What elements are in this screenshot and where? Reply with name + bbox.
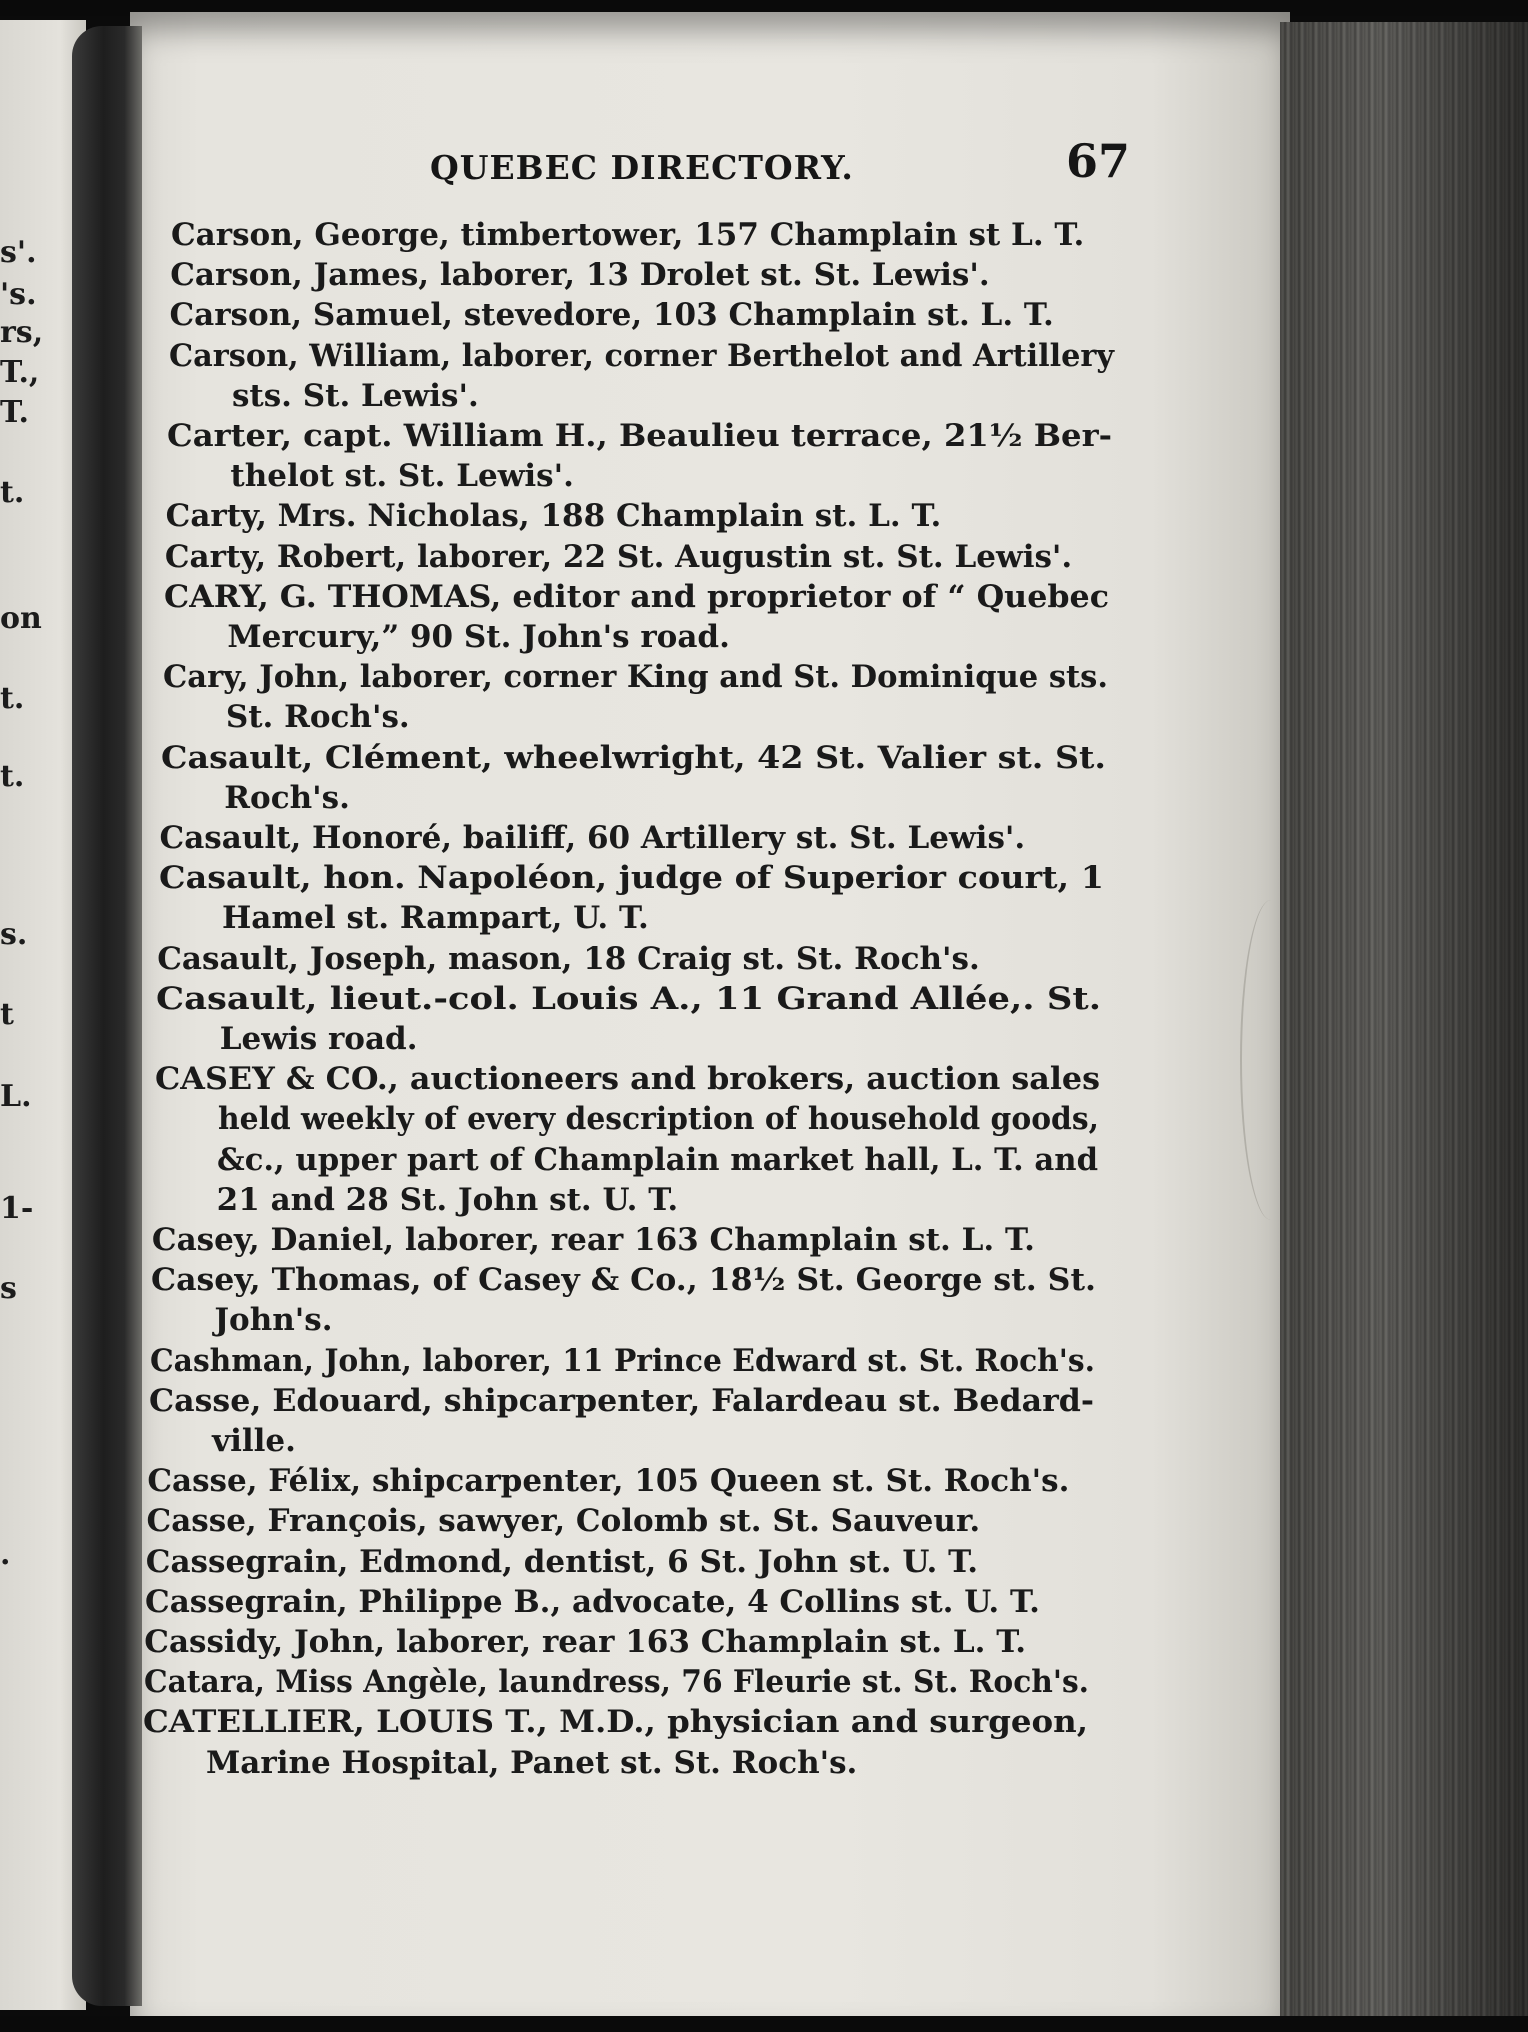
directory-entry-line: CASEY & CO., auctioneers and brokers, auction sales — [154, 1061, 1100, 1098]
directory-entry-line: Cary, John, laborer, corner King and St. Dominique sts. — [162, 659, 1108, 696]
left-page-text-fragment: s'. — [0, 235, 37, 270]
directory-entry-continuation: 21 and 28 St. John st. U. T. — [216, 1181, 679, 1218]
left-page-text-fragment: rs, — [0, 315, 44, 350]
directory-entry-line: Casey, Thomas, of Casey & Co., 18½ St. George st. St. — [151, 1262, 1097, 1299]
directory-entry-continuation: held weekly of every description of household goods, — [218, 1101, 1100, 1138]
left-page-text-fragment: t — [0, 997, 14, 1032]
directory-entry-continuation: Mercury,” 90 St. John's road. — [227, 619, 730, 655]
directory-entry-line: Casault, hon. Napoléon, judge of Superior court, 1 — [158, 860, 1104, 897]
directory-entry-line: Carter, capt. William H., Beaulieu terrace, 21½ Ber- — [167, 418, 1113, 454]
left-page-text-fragment: t. — [0, 475, 25, 510]
directory-entry-line: CARY, G. THOMAS, editor and proprietor of “ Quebec — [164, 578, 1110, 615]
running-title: QUEBEC DIRECTORY. — [430, 148, 854, 187]
left-page-text-fragment: t. — [0, 759, 25, 794]
directory-entry-continuation: Hamel st. Rampart, U. T. — [222, 900, 649, 937]
left-page-text-fragment: 1- — [0, 1191, 34, 1226]
directory-entry-continuation: ville. — [212, 1423, 296, 1459]
directory-entry-line: Casault, Honoré, bailiff, 60 Artillery st. St. Lewis'. — [159, 820, 1026, 856]
left-page-text-fragment: t. — [0, 681, 25, 716]
directory-entry-line: Catara, Miss Angèle, laundress, 76 Fleurie st. St. Roch's. — [143, 1664, 1089, 1701]
directory-entry-line: Casse, Edouard, shipcarpenter, Falardeau st. Bedard- — [148, 1382, 1094, 1419]
left-page-text-fragment: s. — [0, 917, 28, 952]
directory-entry-line: Casey, Daniel, laborer, rear 163 Champlain st. L. T. — [151, 1222, 1035, 1258]
directory-entry-line: Cashman, John, laborer, 11 Prince Edward st. St. Roch's. — [149, 1342, 1095, 1379]
directory-entry-continuation: thelot st. St. Lewis'. — [230, 458, 574, 495]
page-number: 67 — [1066, 134, 1131, 188]
directory-entry-line: Casault, Joseph, mason, 18 Craig st. St. Roch's. — [157, 940, 980, 977]
directory-entry-line: Cassegrain, Edmond, dentist, 6 St. John st. U. T. — [145, 1543, 978, 1580]
left-page-text-fragment: on — [0, 601, 42, 636]
directory-entry-continuation: sts. St. Lewis'. — [231, 377, 479, 414]
directory-entry-line: Carty, Mrs. Nicholas, 188 Champlain st. L. T. — [165, 498, 942, 535]
directory-entry-continuation: St. Roch's. — [225, 699, 410, 736]
directory-entry-line: CATELLIER, LOUIS T., M.D., physician and surgeon, — [142, 1704, 1088, 1741]
directory-entry-continuation: John's. — [214, 1302, 333, 1339]
left-page-text-fragment: . — [0, 1537, 11, 1572]
left-page-text-fragment: T. — [0, 395, 29, 430]
left-page-text-fragment: 's. — [0, 277, 37, 312]
directory-entry-line: Casse, François, sawyer, Colomb st. St. Sauveur. — [146, 1503, 981, 1540]
directory-entry-line: Casse, Félix, shipcarpenter, 105 Queen st. St. Roch's. — [147, 1463, 1070, 1500]
directory-entry-line: Carson, Samuel, stevedore, 103 Champlain st. L. T. — [169, 297, 1054, 334]
directory-entry-continuation: &c., upper part of Champlain market hall, L. T. and — [217, 1141, 1099, 1178]
directory-entry-line: Casault, Clément, wheelwright, 42 St. Valier st. St. — [161, 739, 1107, 776]
directory-entry-line: Cassidy, John, laborer, rear 163 Champlain st. L. T. — [144, 1624, 1027, 1660]
left-page-text-fragment: T., — [0, 355, 40, 390]
directory-entry-continuation: Lewis road. — [219, 1021, 418, 1057]
directory-entry-continuation: Marine Hospital, Panet st. St. Roch's. — [205, 1744, 858, 1781]
directory-entry-line: Cassegrain, Philippe B., advocate, 4 Collins st. U. T. — [145, 1583, 1040, 1620]
directory-entry-line: Carty, Robert, laborer, 22 St. Augustin st. St. Lewis'. — [164, 538, 1073, 575]
directory-entry-line: Carson, William, laborer, corner Berthelot and Artillery — [168, 337, 1114, 374]
directory-entry-continuation: Roch's. — [224, 779, 350, 816]
directory-entry-line: Carson, James, laborer, 13 Drolet st. St. Lewis'. — [170, 257, 990, 294]
directory-entry-line: Casault, lieut.-col. Louis A., 11 Grand Allée,. St. — [156, 980, 1102, 1017]
left-page-text-fragment: L. — [0, 1079, 32, 1114]
left-page-text-fragment: s — [0, 1271, 17, 1306]
directory-entry-line: Carson, George, timbertower, 157 Champlain st L. T. — [171, 217, 1085, 253]
